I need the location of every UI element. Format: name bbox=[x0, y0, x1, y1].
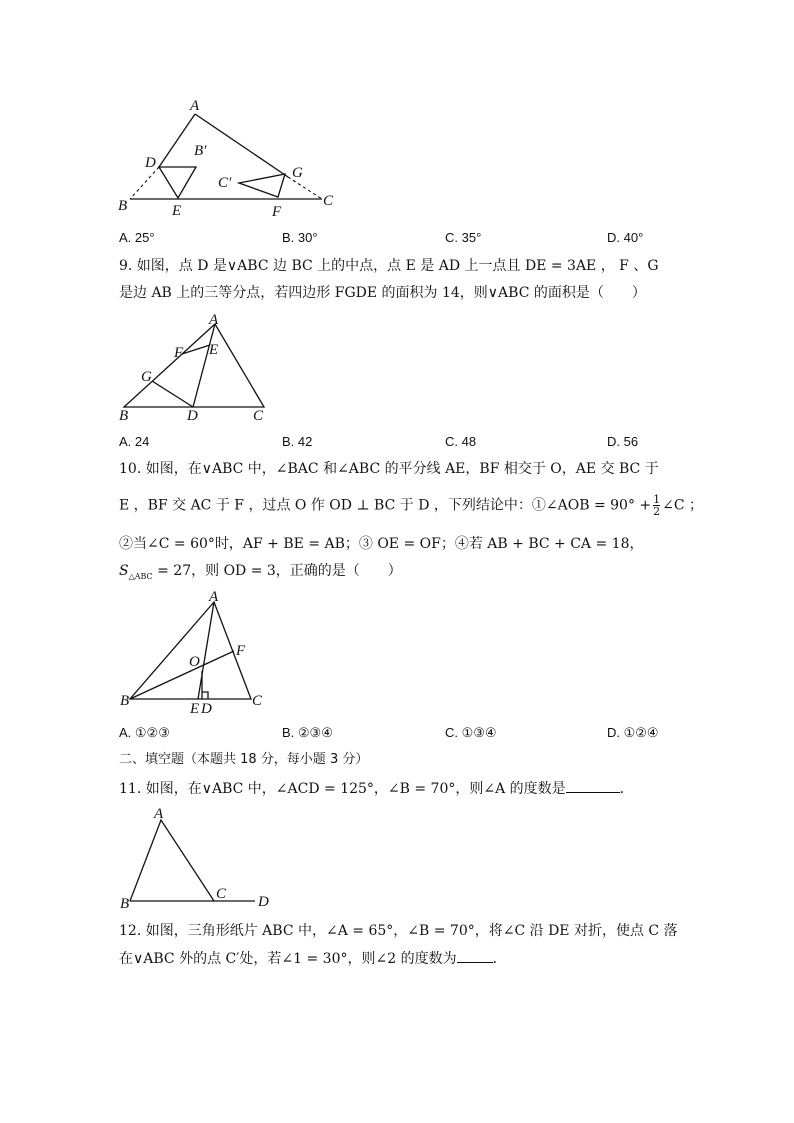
label-A: A bbox=[209, 312, 219, 328]
triangle-ABC-sides bbox=[130, 820, 214, 901]
triangle-DB'E bbox=[159, 167, 196, 198]
q10-text-line2 bbox=[119, 494, 703, 517]
q12-question: 在∨ABC 外的点 C′处，若∠1 = 30°，则∠2 的度数为 bbox=[119, 951, 457, 967]
label-D: D bbox=[187, 408, 198, 424]
q8-option-a: A. 25° bbox=[119, 230, 155, 245]
label-C: C bbox=[252, 693, 263, 709]
segment-AD bbox=[159, 114, 195, 167]
q10-option-c: C. ①③④ bbox=[445, 725, 497, 740]
label-E: E bbox=[209, 342, 219, 358]
triangle-C'GF bbox=[239, 174, 285, 197]
label-G: G bbox=[141, 369, 152, 385]
q9-text-line1: 9. 如图，点 D 是∨ABC 边 BC 上的中点，点 E 是 AD 上一点且 DE = 3AE ， F 、G bbox=[119, 258, 659, 274]
label-C: C bbox=[216, 886, 227, 902]
q12-text-line1: 12. 如图，三角形纸片 ABC 中，∠A = 65°，∠B = 70°，将∠C 沿 DE 对折，使点 C 落 bbox=[119, 923, 678, 939]
q11-period: ． bbox=[619, 781, 634, 797]
label-O: O bbox=[189, 654, 200, 670]
q11-answer-blank[interactable] bbox=[566, 778, 620, 793]
label-G: G bbox=[292, 165, 303, 181]
q12-period: ． bbox=[492, 951, 507, 967]
label-E: E bbox=[190, 701, 200, 717]
q10-line4-text: = 27，则 OD = 3，正确的是（ ） bbox=[152, 563, 402, 579]
label-B-prime: B′ bbox=[194, 143, 207, 159]
q10-area-subscript: △ABC bbox=[128, 571, 153, 581]
q10-line2-end: ∠C ； bbox=[662, 497, 704, 514]
q11-text bbox=[119, 778, 634, 799]
q10-text-line1: 10. 如图，在∨ABC 中，∠BAC 和∠ABC 的平分线 AE，BF 相交于 O，AE 交 BC 于 bbox=[119, 461, 659, 477]
q9-option-b: B. 42 bbox=[282, 434, 313, 449]
figure-q10 bbox=[110, 584, 275, 718]
q10-fraction-den: 2 bbox=[653, 505, 661, 518]
q8-option-c: C. 35° bbox=[445, 230, 482, 245]
label-A: A bbox=[154, 806, 164, 822]
label-C: C bbox=[253, 408, 264, 424]
q10-text-line3: ②当∠C = 60°时，AF + BE = AB；③ OE = OF；④若 AB + BC + CA = 18， bbox=[119, 536, 644, 552]
label-D: D bbox=[201, 701, 212, 717]
right-angle-mark bbox=[202, 692, 208, 699]
triangle-ABC bbox=[124, 324, 264, 407]
q8-option-b: B. 30° bbox=[282, 230, 318, 245]
segment-AE bbox=[198, 602, 214, 699]
label-A: A bbox=[190, 98, 200, 114]
figure-q11 bbox=[110, 800, 280, 912]
label-D: D bbox=[145, 155, 156, 171]
segment-BF bbox=[130, 651, 234, 699]
segment-AD bbox=[193, 324, 215, 407]
q10-text-line4 bbox=[119, 561, 402, 587]
label-F: F bbox=[174, 345, 184, 361]
q10-option-d: D. ①②④ bbox=[607, 725, 659, 740]
q10-fraction-num: 1 bbox=[653, 493, 661, 506]
triangle-ABC bbox=[130, 602, 251, 699]
segment-GD bbox=[152, 381, 193, 407]
figure-q9 bbox=[110, 308, 280, 424]
q9-option-a: A. 24 bbox=[119, 434, 150, 449]
label-B: B bbox=[120, 693, 130, 709]
label-C-prime: C′ bbox=[218, 175, 232, 191]
label-D: D bbox=[258, 894, 269, 910]
q9-option-d: D. 56 bbox=[607, 434, 639, 449]
label-F: F bbox=[236, 643, 246, 659]
q8-option-d: D. 40° bbox=[607, 230, 644, 245]
q12-answer-blank[interactable] bbox=[457, 948, 493, 963]
label-C: C bbox=[323, 193, 334, 209]
dashed-DB bbox=[130, 167, 159, 199]
q10-area-symbol: S bbox=[119, 563, 129, 579]
q10-fraction bbox=[653, 494, 660, 517]
q10-option-a: A. ①②③ bbox=[119, 725, 170, 740]
q11-question: 11. 如图，在∨ABC 中，∠ACD = 125°，∠B = 70°，则∠A 的度数是 bbox=[119, 781, 566, 797]
section-heading: 二、填空题（本题共 18 分，每小题 3 分） bbox=[119, 752, 369, 767]
segment-AG bbox=[195, 114, 288, 177]
label-B: B bbox=[118, 198, 128, 214]
q9-text-line2: 是边 AB 上的三等分点，若四边形 FGDE 的面积为 14，则∨ABC 的面积是（ ） bbox=[119, 285, 646, 301]
q10-option-b: B. ②③④ bbox=[282, 725, 333, 740]
label-F: F bbox=[272, 204, 282, 220]
q9-option-c: C. 48 bbox=[445, 434, 477, 449]
q12-text-line2 bbox=[119, 948, 507, 969]
figure-q8 bbox=[110, 90, 350, 220]
label-A: A bbox=[209, 589, 219, 605]
label-E: E bbox=[172, 203, 182, 219]
q10-line2-text: E ，BF 交 AC 于 F ，过点 O 作 OD ⊥ BC 于 D ，下列结论中：①∠AOB = 90° + bbox=[119, 497, 652, 514]
label-B: B bbox=[119, 408, 129, 424]
label-B: B bbox=[120, 896, 130, 912]
